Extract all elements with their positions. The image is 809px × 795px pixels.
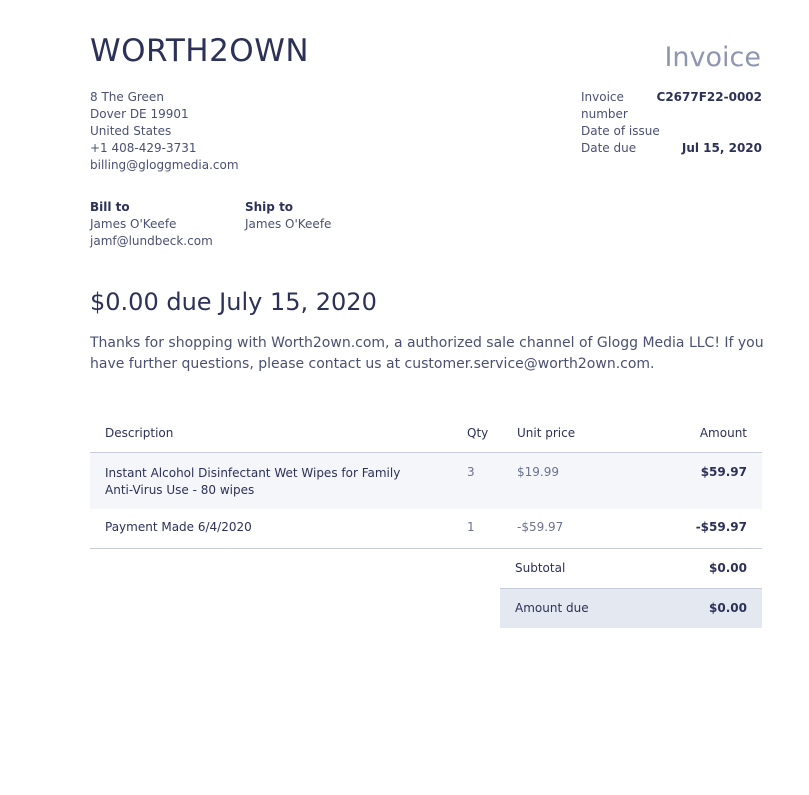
header-amount: Amount bbox=[699, 426, 747, 440]
invoice-number-row bbox=[581, 89, 762, 123]
address-line: Dover DE 19901 bbox=[90, 107, 189, 121]
row-unit-price: $19.99 bbox=[517, 465, 559, 479]
row-amount: -$59.97 bbox=[695, 520, 747, 534]
row-unit-price: -$59.97 bbox=[517, 520, 564, 534]
thank-you-note: Thanks for shopping with Worth2own.com, a authorized sale channel of Glogg Media LLC! If you have further questions, please contact us at customer.service@worth2own.com. bbox=[90, 335, 764, 372]
header-qty: Qty bbox=[467, 426, 489, 440]
subtotal-value: $0.00 bbox=[709, 561, 747, 575]
amount-due-row bbox=[500, 589, 762, 628]
date-due-value: Jul 15, 2020 bbox=[681, 141, 762, 155]
company-address bbox=[90, 89, 239, 174]
row-amount: $59.97 bbox=[700, 465, 747, 479]
header-unit-price: Unit price bbox=[517, 426, 576, 440]
company-name: WORTH2OWN bbox=[90, 33, 310, 69]
company-phone: +1 408-429-3731 bbox=[90, 141, 197, 155]
invoice-number-value: C2677F22-0002 bbox=[656, 90, 762, 104]
invoice-meta bbox=[581, 89, 762, 157]
date-of-issue-row bbox=[581, 123, 762, 140]
amount-due-heading: $0.00 due July 15, 2020 bbox=[90, 288, 377, 316]
amount-due-value: $0.00 bbox=[709, 601, 747, 615]
address-line: United States bbox=[90, 124, 172, 138]
invoice-number-label: Invoice number bbox=[581, 90, 628, 121]
document-title: Invoice bbox=[664, 42, 761, 73]
ship-to-heading: Ship to bbox=[245, 200, 294, 214]
subtotal-row bbox=[500, 549, 762, 589]
ship-to bbox=[245, 199, 331, 233]
row-qty: 1 bbox=[467, 520, 475, 534]
date-of-issue-label: Date of issue bbox=[581, 124, 660, 138]
bill-to-name: James O'Keefe bbox=[90, 217, 177, 231]
row-description: Payment Made 6/4/2020 bbox=[105, 520, 252, 534]
table-header bbox=[90, 417, 762, 453]
bill-to bbox=[90, 199, 213, 250]
amount-due-label: Amount due bbox=[515, 601, 589, 615]
row-qty: 3 bbox=[467, 465, 475, 479]
bill-to-heading: Bill to bbox=[90, 200, 130, 214]
row-description: Instant Alcohol Disinfectant Wet Wipes for Family Anti-Virus Use - 80 wipes bbox=[105, 466, 401, 497]
address-line: 8 The Green bbox=[90, 90, 164, 104]
table-row bbox=[90, 509, 762, 549]
header-description: Description bbox=[105, 426, 174, 440]
table-row bbox=[90, 453, 762, 509]
date-due-row bbox=[581, 140, 762, 157]
date-due-label: Date due bbox=[581, 141, 637, 155]
ship-to-name: James O'Keefe bbox=[245, 217, 332, 231]
company-email: billing@gloggmedia.com bbox=[90, 158, 239, 172]
bill-to-email: jamf@lundbeck.com bbox=[90, 234, 213, 248]
subtotal-label: Subtotal bbox=[515, 561, 566, 575]
line-items-table bbox=[90, 417, 762, 549]
